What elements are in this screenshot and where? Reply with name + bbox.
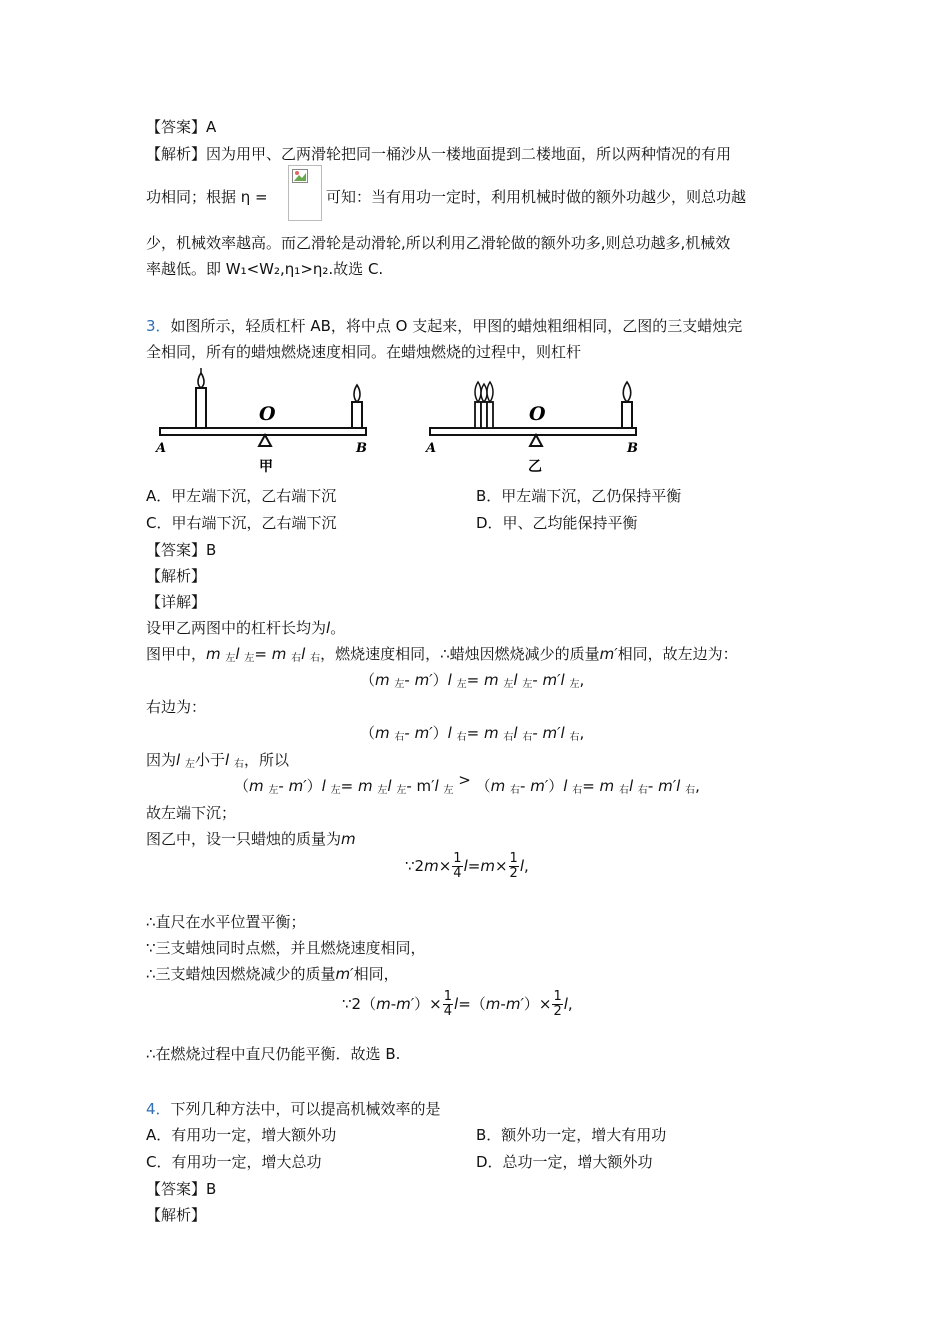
q3-option-d: D．甲、乙均能保持平衡 (476, 514, 638, 532)
lever-candle-figure (150, 368, 650, 480)
q3-detail-heading: 【详解】 (146, 593, 207, 611)
q3-number: 3． (146, 317, 171, 335)
q3-solution-line-1: 设甲乙两图中的杠杆长均为l。 (146, 619, 346, 637)
q4-option-b: B．额外功一定，增大有用功 (476, 1126, 667, 1144)
broken-image-icon (288, 165, 322, 221)
caption-yi: 乙 (528, 459, 542, 475)
flame-icon (487, 382, 493, 402)
flame-icon (354, 385, 360, 402)
q3-answer: 【答案】B (146, 541, 217, 559)
q3-solution-line-9: 图乙中，设一只蜡烛的质量为m (146, 830, 356, 848)
q3-equation-right-side: （m $_右$- m′）l $_右$= m $_右$l $_右$- m′l $_右$, (360, 724, 585, 743)
label-o: O (529, 403, 546, 425)
q3-option-c: C．甲右端下沉，乙右端下沉 (146, 514, 337, 532)
q3-final-conclusion: ∴在燃烧过程中直尺仍能平衡．故选 B. (146, 1045, 401, 1063)
q3-solution-line-13: ∴三支蜡烛因燃烧减少的质量m′相同， (146, 965, 399, 983)
q2-analysis-line-2a: 功相同；根据 η = (146, 188, 268, 206)
q4-option-c: C．有用功一定，增大总功 (146, 1153, 322, 1171)
q3-balance-equation: ∵2m× $\frac{1}{4}$ l=m× $\frac{1}{2}$ l, (405, 851, 529, 881)
q2-answer: 【答案】A (146, 118, 217, 136)
label-b: B (627, 441, 638, 456)
q2-analysis-line-4: 率越低。即 W₁<W₂,η₁>η₂.故选 C. (146, 260, 384, 278)
q3-solution-line-11: ∴直尺在水平位置平衡； (146, 913, 306, 931)
q3-stem-line-1: 3．如图所示，轻质杠杆 AB，将中点 O 支起来，甲图的蜡烛粗细相同，乙图的三支蜡烛完 (146, 317, 743, 335)
q3-solution-line-6: 因为l $_左$小于l $_右$，所以 (146, 751, 289, 770)
candle (352, 402, 362, 428)
q2-analysis-line-3: 少，机械效率越高。而乙滑轮是动滑轮,所以利用乙滑轮做的额外功多,则总功越多,机械效 (146, 234, 731, 252)
fulcrum-icon (530, 435, 542, 446)
q3-equation-left-side: （m $_左$- m′）l $_左$= m $_左$l $_左$- m′l $_左$, (360, 671, 585, 690)
flame-icon (475, 382, 481, 402)
caption-jia: 甲 (259, 459, 273, 475)
q4-number: 4． (146, 1100, 171, 1118)
candle (622, 402, 632, 428)
flame-icon (198, 373, 204, 388)
q4-option-d: D．总功一定，增大额外功 (476, 1153, 653, 1171)
q2-analysis-line-2b: 可知：当有用功一定时，利用机械时做的额外功越少，则总功越 (326, 188, 747, 206)
flame-icon (623, 382, 631, 402)
label-b: B (356, 441, 367, 456)
q4-option-a: A．有用功一定，增大额外功 (146, 1126, 337, 1144)
q3-stem-line-2: 全相同，所有的蜡烛燃烧速度相同。在蜡烛燃烧的过程中，则杠杆 (146, 343, 582, 361)
q2-analysis-line-1: 【解析】因为用甲、乙两滑轮把同一桶沙从一楼地面提到二楼地面，所以两种情况的有用 (146, 145, 732, 163)
label-o: O (259, 403, 276, 425)
q3-option-b: B．甲左端下沉，乙仍保持平衡 (476, 487, 682, 505)
q4-stem: 4．下列几种方法中，可以提高机械效率的是 (146, 1100, 441, 1118)
q4-answer: 【答案】B (146, 1180, 217, 1198)
q3-burning-balance-equation: ∵2（m-m′）× $\frac{1}{4}$ l=（m-m′）× $\frac{1}{2}$ l, (342, 989, 573, 1019)
candle (487, 402, 493, 428)
flame-icon (481, 384, 487, 402)
q3-analysis-heading: 【解析】 (146, 567, 207, 585)
q3-solution-line-12: ∵三支蜡烛同时点燃，并且燃烧速度相同， (146, 939, 426, 957)
lever-diagram-yi (424, 382, 638, 475)
q3-option-a: A．甲左端下沉，乙右端下沉 (146, 487, 337, 505)
candle (196, 388, 206, 428)
q3-solution-line-2: 图甲中，m $_左$l $_左$= m $_右$l $_右$，燃烧速度相同，∴蜡烛因燃烧减少的质量m′相同，故左边为： (146, 645, 738, 664)
fulcrum-icon (259, 435, 271, 446)
label-a: A (426, 441, 437, 456)
q4-analysis-heading: 【解析】 (146, 1206, 207, 1224)
lever-diagram-jia (154, 368, 367, 475)
q3-inequality: （m $_左$- m′）l $_左$= m $_左$l $_左$- m′l $_左$ > （m $_右$- m′）l $_右$= m $_右$l $_右$- m′l $_右$, (234, 771, 700, 796)
q3-conclusion-jia: 故左端下沉； (146, 804, 237, 822)
q3-solution-right-label: 右边为： (146, 698, 207, 716)
label-a: A (156, 441, 167, 456)
